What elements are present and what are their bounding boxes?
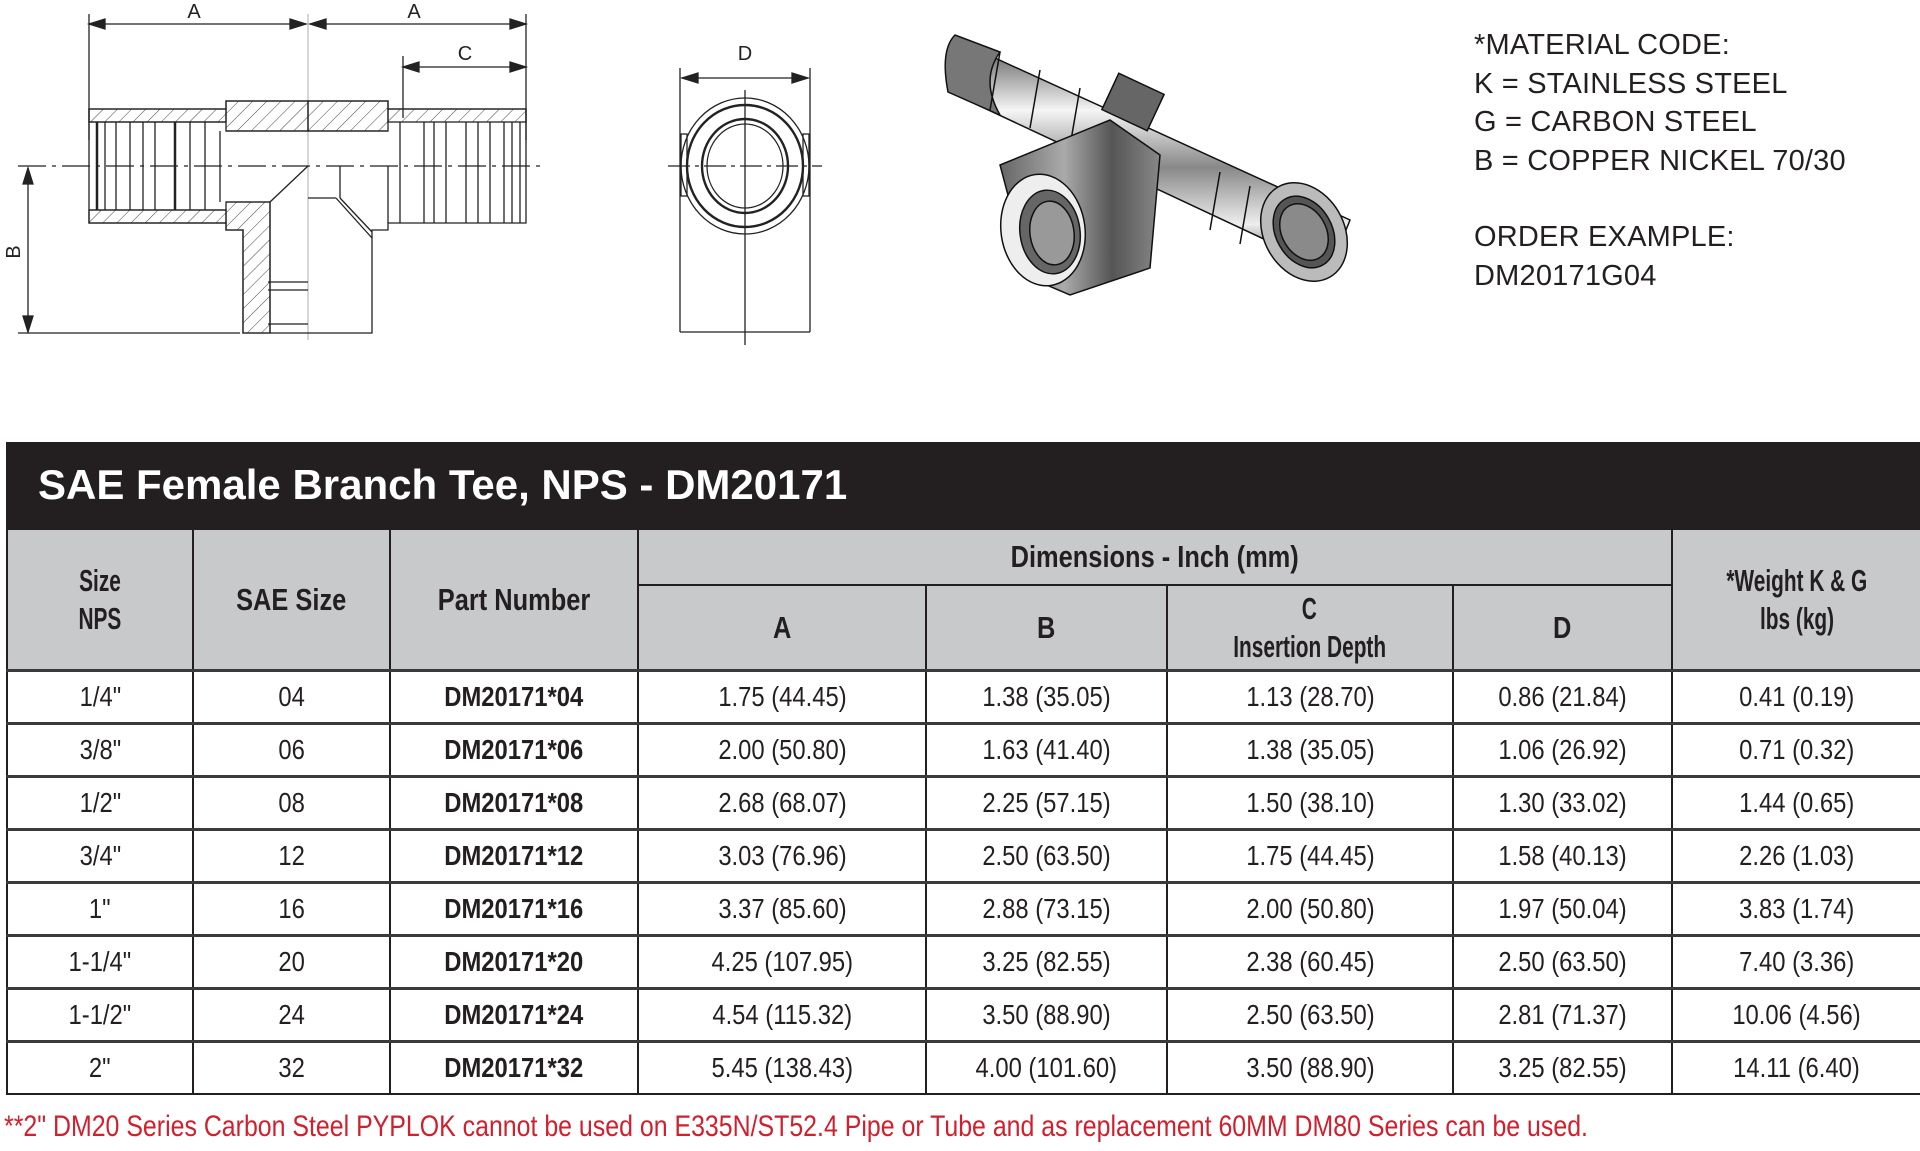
header-dim-c <box>1167 585 1453 671</box>
cell-part-number: DM20171*08 <box>390 777 638 830</box>
order-example-value: DM20171G04 <box>1474 259 1657 292</box>
cell-b: 3.25 (82.55) <box>926 936 1167 989</box>
cell-size: 1-1/4" <box>7 936 193 989</box>
cell-a: 2.68 (68.07) <box>638 777 926 830</box>
end-view-drawing <box>668 68 822 345</box>
cell-c: 2.00 (50.80) <box>1167 883 1453 936</box>
table-row <box>7 1042 1920 1095</box>
header-dim-a <box>638 585 926 671</box>
material-code-item: B = COPPER NICKEL 70/30 <box>1474 144 1846 177</box>
cell-size: 1/4" <box>7 671 193 724</box>
table-row <box>7 936 1920 989</box>
dim-label-b: B <box>3 245 25 259</box>
cell-part-number: DM20171*20 <box>390 936 638 989</box>
material-code-item: K = STAINLESS STEEL <box>1474 67 1788 100</box>
header-weight-label: *Weight K & G <box>1726 562 1867 598</box>
cell-b: 1.38 (35.05) <box>926 671 1167 724</box>
header-a-label: A <box>772 609 792 645</box>
table-row <box>7 724 1920 777</box>
dim-label-a-right: A <box>407 1 421 23</box>
tee-3d-render <box>945 35 1364 297</box>
table-title: SAE Female Branch Tee, NPS - DM20171 <box>6 442 1920 528</box>
header-weight-unit: lbs (kg) <box>1759 600 1834 636</box>
cell-weight: 1.44 (0.65) <box>1672 777 1920 830</box>
cell-sae: 04 <box>193 671 390 724</box>
cell-c: 1.50 (38.10) <box>1167 777 1453 830</box>
header-weight <box>1672 529 1920 671</box>
table-row <box>7 777 1920 830</box>
cell-sae: 16 <box>193 883 390 936</box>
header-size-nps <box>7 529 193 671</box>
cell-a: 3.03 (76.96) <box>638 830 926 883</box>
cell-d: 1.30 (33.02) <box>1453 777 1672 830</box>
cell-d: 1.06 (26.92) <box>1453 724 1672 777</box>
cell-c: 2.38 (60.45) <box>1167 936 1453 989</box>
cell-a: 2.00 (50.80) <box>638 724 926 777</box>
cell-weight: 2.26 (1.03) <box>1672 830 1920 883</box>
cell-part-number: DM20171*04 <box>390 671 638 724</box>
spec-table <box>6 528 1920 1095</box>
cell-size: 3/8" <box>7 724 193 777</box>
dim-label-c: C <box>457 43 473 65</box>
cell-part-number: DM20171*06 <box>390 724 638 777</box>
dim-label-a-left: A <box>187 1 201 23</box>
table-row <box>7 883 1920 936</box>
cell-weight: 7.40 (3.36) <box>1672 936 1920 989</box>
cell-d: 3.25 (82.55) <box>1453 1042 1672 1095</box>
cell-size: 3/4" <box>7 830 193 883</box>
table-row <box>7 671 1920 724</box>
header-d-label: D <box>1553 609 1572 645</box>
header-dimensions-label: Dimensions - Inch (mm) <box>1010 539 1300 574</box>
order-example-label: ORDER EXAMPLE: <box>1474 221 1735 253</box>
table-row <box>7 989 1920 1042</box>
header-sae-size <box>193 529 390 671</box>
cell-part-number: DM20171*12 <box>390 830 638 883</box>
cell-d: 2.50 (63.50) <box>1453 936 1672 989</box>
material-code-heading: *MATERIAL CODE: <box>1474 29 1730 61</box>
cell-size: 1/2" <box>7 777 193 830</box>
cell-part-number: DM20171*32 <box>390 1042 638 1095</box>
header-part-number-label: Part Number <box>437 581 591 617</box>
cell-sae: 24 <box>193 989 390 1042</box>
cell-part-number: DM20171*24 <box>390 989 638 1042</box>
cell-weight: 0.41 (0.19) <box>1672 671 1920 724</box>
header-dim-d <box>1453 585 1672 671</box>
cell-b: 2.25 (57.15) <box>926 777 1167 830</box>
header-sae-size-label: SAE Size <box>236 581 347 617</box>
cell-b: 3.50 (88.90) <box>926 989 1167 1042</box>
cell-size: 1-1/2" <box>7 989 193 1042</box>
cell-d: 1.97 (50.04) <box>1453 883 1672 936</box>
cell-sae: 32 <box>193 1042 390 1095</box>
cell-b: 1.63 (41.40) <box>926 724 1167 777</box>
header-c-sublabel: Insertion Depth <box>1233 628 1387 664</box>
cell-d: 2.81 (71.37) <box>1453 989 1672 1042</box>
technical-drawings <box>0 0 1920 420</box>
header-part-number <box>390 529 638 671</box>
cell-c: 1.13 (28.70) <box>1167 671 1453 724</box>
cell-c: 2.50 (63.50) <box>1167 989 1453 1042</box>
material-code-block <box>1474 26 1846 295</box>
spec-table-container <box>6 442 1920 1095</box>
cell-b: 4.00 (101.60) <box>926 1042 1167 1095</box>
table-row <box>7 830 1920 883</box>
dim-label-d: D <box>737 43 753 65</box>
cell-size: 2" <box>7 1042 193 1095</box>
cell-weight: 14.11 (6.40) <box>1672 1042 1920 1095</box>
cell-b: 2.50 (63.50) <box>926 830 1167 883</box>
spacer <box>1474 180 1846 218</box>
cell-c: 1.75 (44.45) <box>1167 830 1453 883</box>
cell-weight: 3.83 (1.74) <box>1672 883 1920 936</box>
cell-sae: 20 <box>193 936 390 989</box>
cell-d: 0.86 (21.84) <box>1453 671 1672 724</box>
footnote-text: **2" DM20 Series Carbon Steel PYPLOK cannot be used on E335N/ST52.4 Pipe or Tube and as replacement 60MM DM80 Series can be used. <box>4 1110 1588 1143</box>
cell-weight: 10.06 (4.56) <box>1672 989 1920 1042</box>
cell-a: 3.37 (85.60) <box>638 883 926 936</box>
cell-size: 1" <box>7 883 193 936</box>
header-nps-label: NPS <box>78 600 122 636</box>
header-c-label: C <box>1302 590 1318 626</box>
cell-d: 1.58 (40.13) <box>1453 830 1672 883</box>
cell-part-number: DM20171*16 <box>390 883 638 936</box>
header-size-label: Size <box>79 562 121 598</box>
header-b-label: B <box>1037 609 1056 645</box>
cell-c: 3.50 (88.90) <box>1167 1042 1453 1095</box>
cell-c: 1.38 (35.05) <box>1167 724 1453 777</box>
cell-a: 4.25 (107.95) <box>638 936 926 989</box>
header-dimensions-group <box>638 529 1672 585</box>
cell-b: 2.88 (73.15) <box>926 883 1167 936</box>
cell-a: 1.75 (44.45) <box>638 671 926 724</box>
cell-a: 4.54 (115.32) <box>638 989 926 1042</box>
material-code-item: G = CARBON STEEL <box>1474 106 1757 138</box>
footnote-warning <box>4 1110 1912 1144</box>
cell-sae: 06 <box>193 724 390 777</box>
cell-sae: 08 <box>193 777 390 830</box>
cell-a: 5.45 (138.43) <box>638 1042 926 1095</box>
header-dim-b <box>926 585 1167 671</box>
cell-sae: 12 <box>193 830 390 883</box>
cell-weight: 0.71 (0.32) <box>1672 724 1920 777</box>
